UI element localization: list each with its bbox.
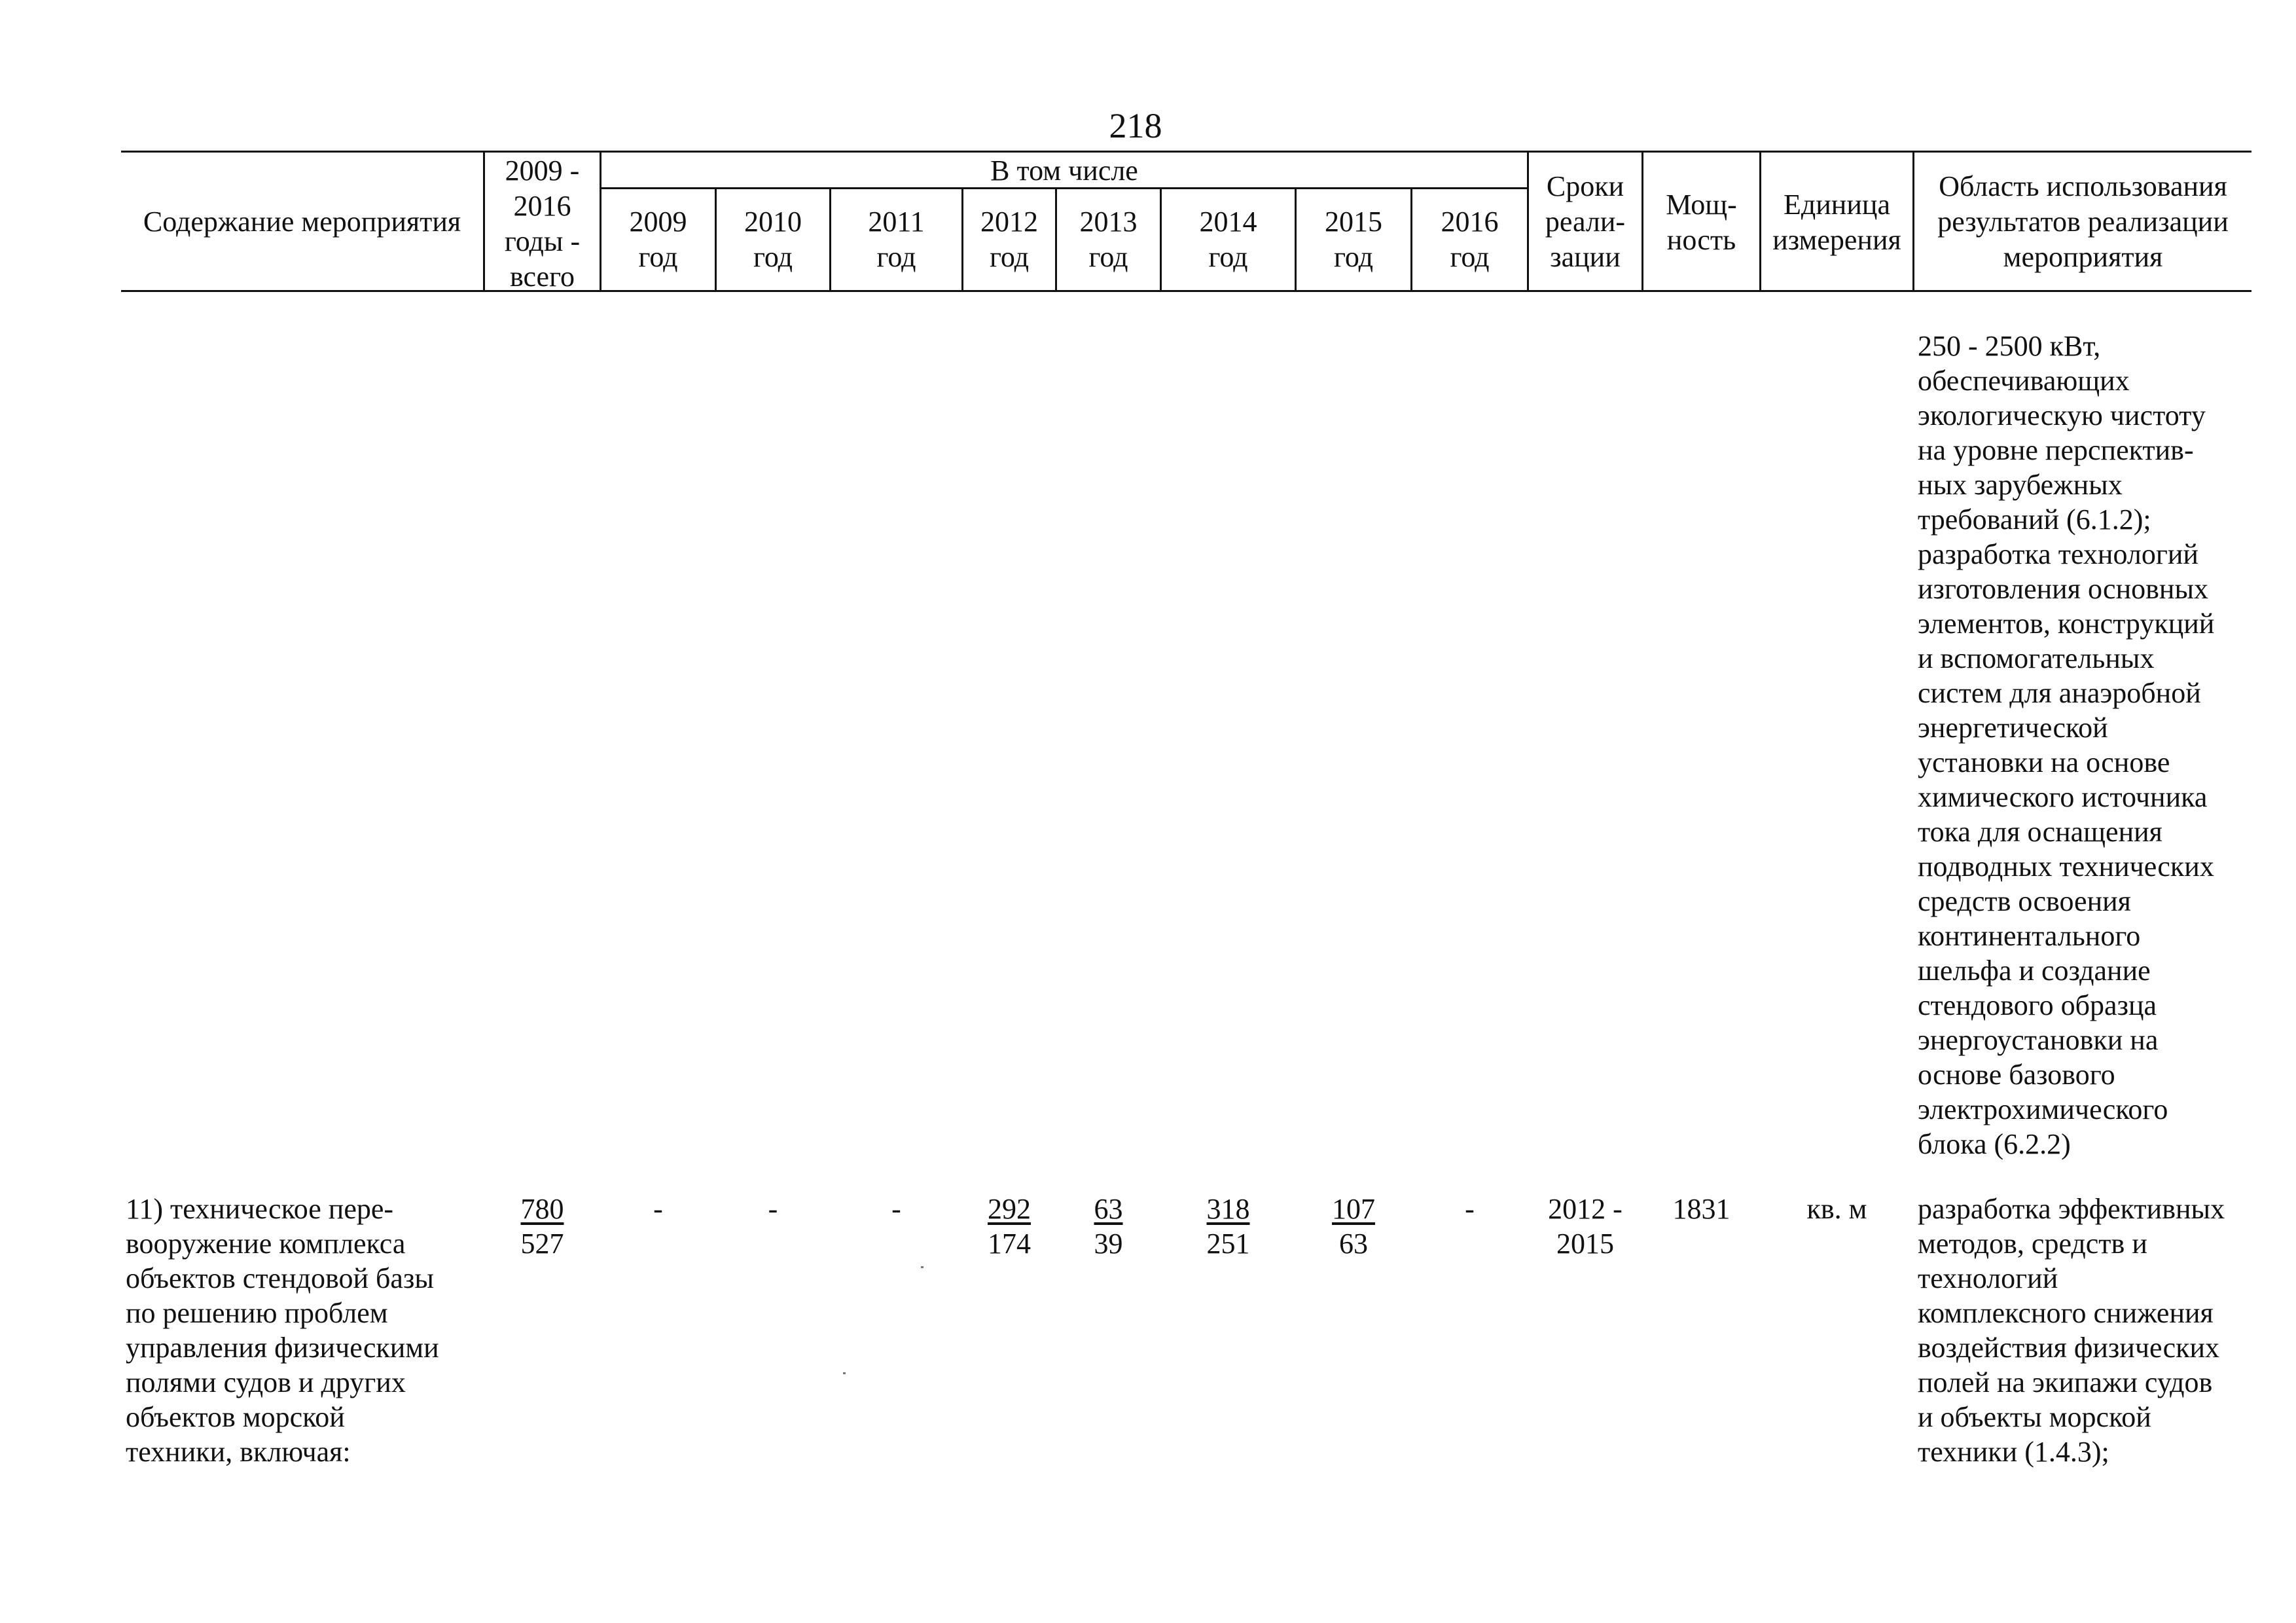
row-11-2011: -	[891, 1193, 901, 1225]
header-unit: Единица измерения	[1772, 189, 1901, 256]
page-number: 218	[1109, 106, 1162, 145]
row-11-area-text: разработка эффективных методов, средств и технологий комплексного снижения воздействия физических полей на экипажи судов и объекты морской техники (1.4.3);	[1918, 1193, 2225, 1468]
header-bottom-rule	[121, 290, 2251, 292]
row-11-content: 11) техническое пере- вооружение комплекса объектов стендовой базы по решению проблем управления физическими полями судов и других объектов морской техники, включая:	[126, 1193, 439, 1468]
header-total: 2009 - 2016 годы - всего	[504, 155, 581, 293]
header-area: Область использования результатов реализации мероприятия	[1937, 170, 2229, 273]
header-year-2015: 2015 год	[1325, 206, 1382, 273]
header-including: В том числе	[990, 155, 1138, 187]
header-year-2011: 2011 год	[868, 206, 925, 273]
row-11-total: 780 527	[520, 1193, 564, 1260]
row-11-2009: -	[653, 1193, 663, 1225]
header-year-2013: 2013 год	[1079, 206, 1138, 273]
row-11-2010: -	[768, 1193, 778, 1225]
row-11-2016: -	[1465, 1193, 1475, 1225]
row-11-2014: 318 251	[1206, 1193, 1250, 1260]
row-11-unit: кв. м	[1806, 1193, 1867, 1225]
header-top-rule	[121, 151, 2251, 153]
header-content: Содержание мероприятия	[143, 206, 461, 238]
header-year-2009: 2009 год	[629, 206, 687, 273]
header-year-2016: 2016 год	[1441, 206, 1499, 273]
header-year-2014: 2014 год	[1199, 206, 1257, 273]
continuation-area-text: 250 - 2500 кВт, обеспечивающих экологическую чистоту на уровне перспектив- ных зарубежных требований (6.1.2); разработка технологий изготовления основных элементов, конструкций и вспомогательных систем для анаэробной энергетической установки на основе химического источника тока для оснащения подводных технических средств освоения континентального шельфа и создание стендового образца энергоустановки на основе базового электрохимического блока (6.2.2)	[1918, 330, 2215, 1160]
row-11-capacity: 1831	[1672, 1193, 1731, 1225]
scan-speck	[921, 1266, 924, 1268]
row-11-2012: 292 174	[988, 1193, 1031, 1260]
row-11-2015: 107 63	[1332, 1193, 1375, 1260]
header-capacity: Мощ- ность	[1666, 189, 1737, 256]
row-11-2013: 63 39	[1094, 1193, 1123, 1260]
row-11-terms: 2012 - 2015	[1548, 1193, 1623, 1260]
scan-speck	[843, 1372, 846, 1374]
header-year-2012: 2012 год	[980, 206, 1038, 273]
header-terms: Сроки реали- зации	[1545, 170, 1626, 273]
header-year-2010: 2010 год	[744, 206, 802, 273]
